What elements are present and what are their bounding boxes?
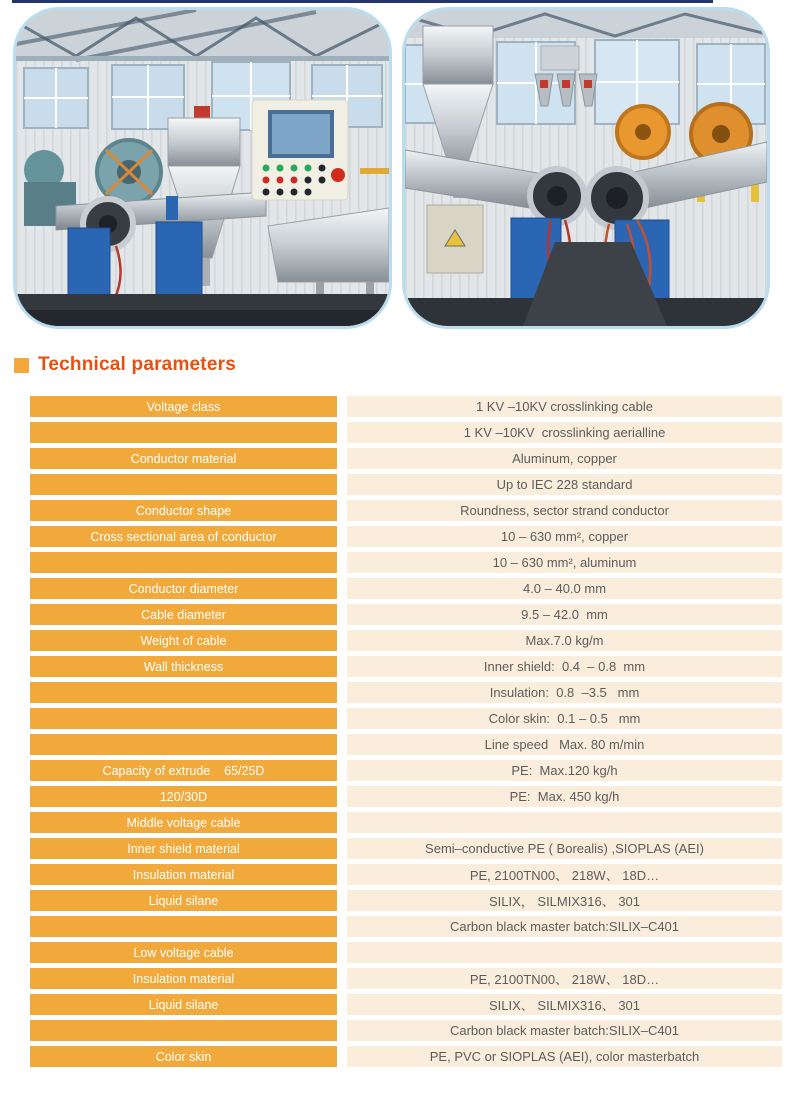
param-value-cell: Up to IEC 228 standard [347,474,782,495]
table-row [30,552,782,573]
table-row [30,396,782,417]
table-row [30,682,782,703]
param-value-cell: Line speed Max. 80 m/min [347,734,782,755]
cable-reel [97,140,161,204]
param-label-cell [30,552,337,573]
table-row [30,448,782,469]
table-row [30,1046,782,1067]
param-value-cell: PE, 2100TN00、 218W、 18D… [347,864,782,885]
table-row [30,526,782,547]
table-row [30,500,782,521]
param-label-cell: Liquid silane [30,890,337,911]
table-row [30,604,782,625]
param-value-cell: Semi–conductive PE ( Borealis) ,SIOPLAS (AEI) [347,838,782,859]
param-value-cell: 10 – 630 mm², aluminum [347,552,782,573]
param-value-cell: SILIX、 SILMIX316、 301 [347,994,782,1015]
crane-rail [16,56,389,61]
param-label-cell: Cable diameter [30,604,337,625]
param-label-cell: Liquid silane [30,994,337,1015]
param-value-cell: Aluminum, copper [347,448,782,469]
param-label-cell: Insulation material [30,864,337,885]
table-row [30,1020,782,1041]
param-value-cell: Roundness, sector strand conductor [347,500,782,521]
param-value-cell: 10 – 630 mm², copper [347,526,782,547]
param-label-cell [30,1020,337,1041]
yellow-railing [360,168,389,174]
param-label-cell [30,422,337,443]
technical-parameters-table [30,396,782,1067]
param-value-cell: PE: Max.120 kg/h [347,760,782,781]
param-label-cell: Conductor material [30,448,337,469]
table-row [30,968,782,989]
table-row [30,474,782,495]
floor-shadow [16,310,389,326]
param-label-cell: Wall thickness [30,656,337,677]
param-label-cell [30,734,337,755]
table-row [30,578,782,599]
param-label-cell: Insulation material [30,968,337,989]
param-value-cell: Max.7.0 kg/m [347,630,782,651]
param-label-cell: Low voltage cable [30,942,337,963]
barrel-clamp [166,196,178,220]
param-value-cell: Insulation: 0.8 –3.5 mm [347,682,782,703]
param-label-cell: Voltage class [30,396,337,417]
product-photos [0,0,800,329]
param-value-cell: Color skin: 0.1 – 0.5 mm [347,708,782,729]
control-panel [252,100,348,200]
table-row [30,942,782,963]
param-value-cell [347,942,782,963]
factory-photo-left-illustration [16,10,389,326]
table-row [30,708,782,729]
param-label-cell: Middle voltage cable [30,812,337,833]
param-value-cell: Inner shield: 0.4 – 0.8 mm [347,656,782,677]
param-label-cell: Capacity of extrude 65/25D [30,760,337,781]
param-value-cell: 4.0 – 40.0 mm [347,578,782,599]
param-value-cell: 1 KV –10KV crosslinking cable [347,396,782,417]
factory-photo-right-illustration [405,10,767,326]
table-row [30,890,782,911]
param-value-cell: 9.5 – 42.0 mm [347,604,782,625]
electrical-cabinet [427,205,483,273]
param-label-cell [30,708,337,729]
param-label-cell [30,916,337,937]
table-row [30,760,782,781]
param-value-cell: 1 KV –10KV crosslinking aerialline [347,422,782,443]
table-row [30,786,782,807]
section-title: Technical parameters [38,354,236,375]
param-value-cell: PE: Max. 450 kg/h [347,786,782,807]
param-label-cell: Weight of cable [30,630,337,651]
param-label-cell: Cross sectional area of conductor [30,526,337,547]
table-row [30,838,782,859]
param-label-cell: Conductor diameter [30,578,337,599]
param-value-cell: SILIX， SILMIX316、 301 [347,890,782,911]
table-row [30,630,782,651]
param-label-cell [30,682,337,703]
param-label-cell [30,474,337,495]
param-label-cell: 120/30D [30,786,337,807]
section-header [14,354,800,376]
table-row [30,656,782,677]
param-label-cell: Color skin [30,1046,337,1067]
param-value-cell [347,812,782,833]
param-value-cell: PE, PVC or SIOPLAS (AEI), color masterbatch [347,1046,782,1067]
page-top-rule [12,0,713,3]
param-label-cell: Inner shield material [30,838,337,859]
table-row [30,734,782,755]
table-row [30,864,782,885]
table-row [30,812,782,833]
table-row [30,916,782,937]
photo-extrusion-line-right [402,7,770,329]
param-label-cell: Conductor shape [30,500,337,521]
param-value-cell: Carbon black master batch:SILIX–C401 [347,916,782,937]
table-row [30,994,782,1015]
table-row [30,422,782,443]
param-value-cell: Carbon black master batch:SILIX–C401 [347,1020,782,1041]
section-bullet-icon [14,358,29,373]
param-value-cell: PE, 2100TN00、 218W、 18D… [347,968,782,989]
photo-extrusion-line-left [13,7,392,329]
